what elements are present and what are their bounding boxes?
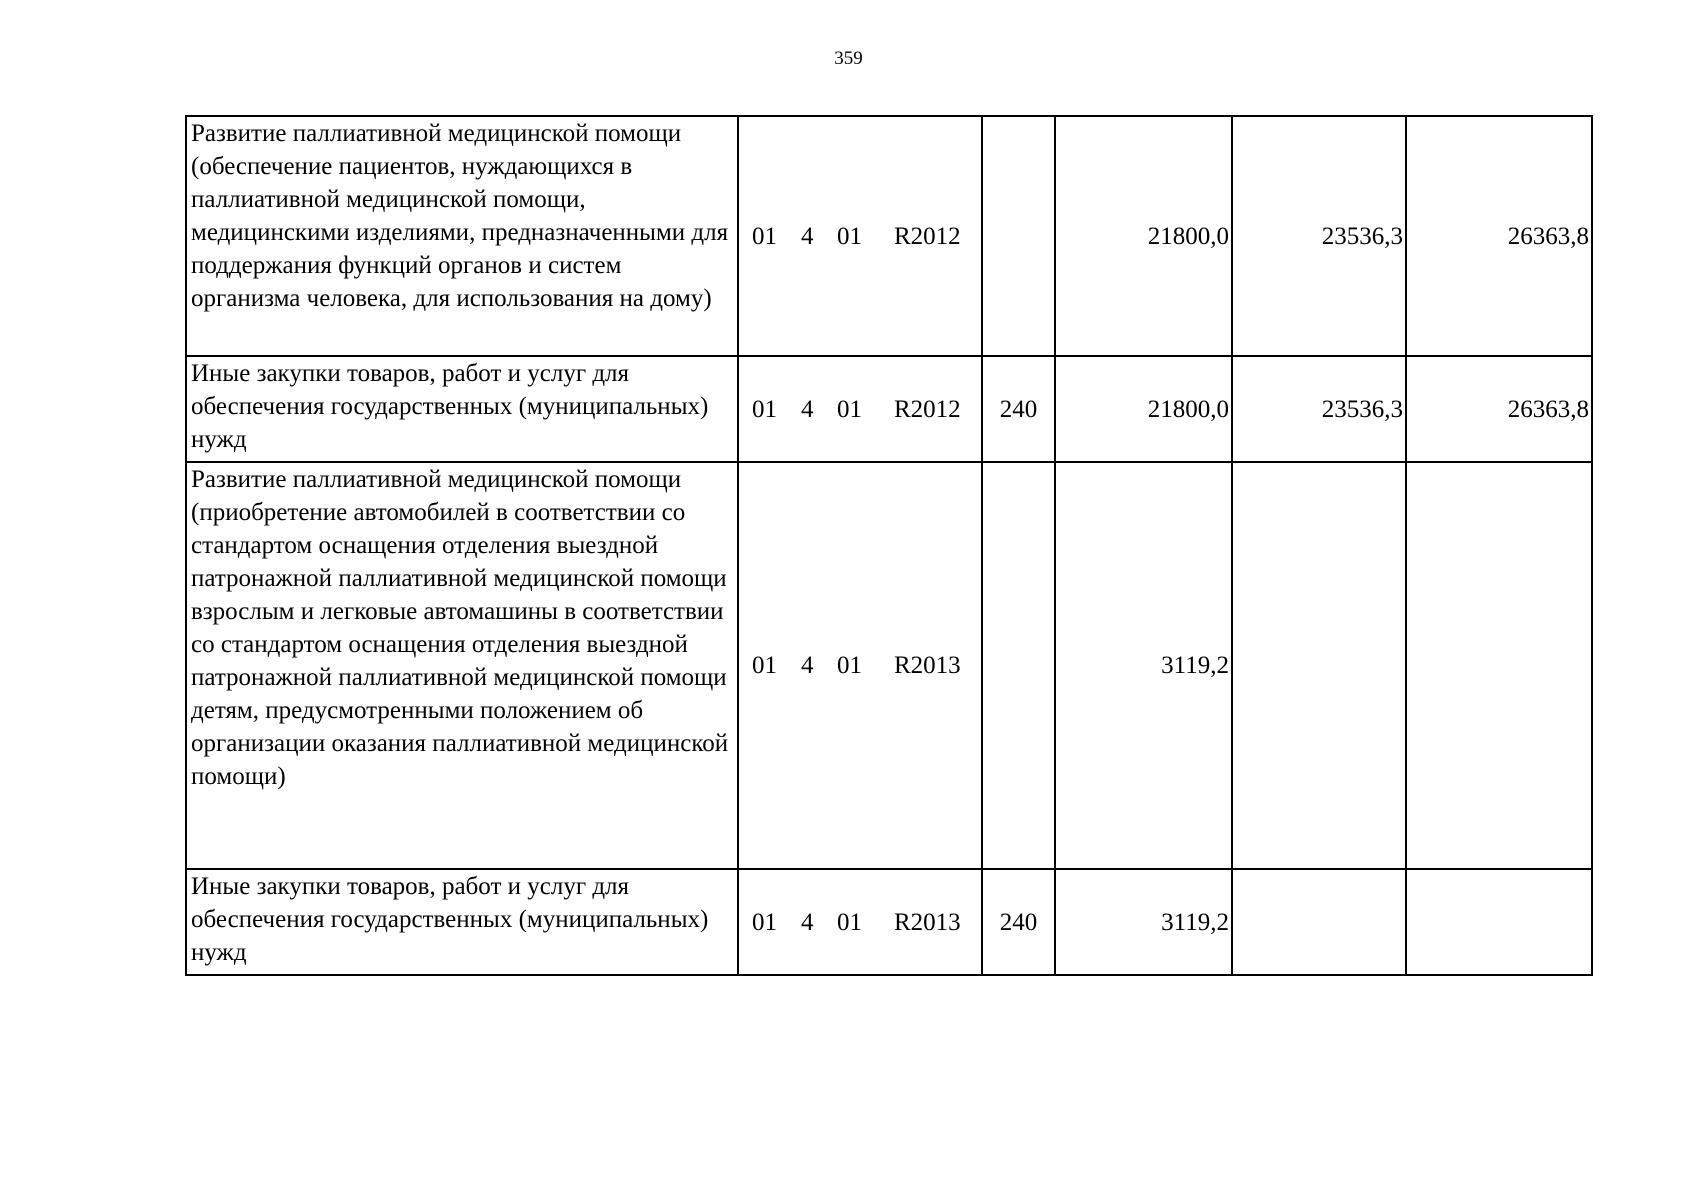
measure-code: 01	[837, 395, 862, 423]
row-name: Иные закупки товаров, работ и услуг для обеспечения государственных (муниципальных) нужд	[186, 356, 738, 462]
amount-year-2	[1232, 869, 1406, 975]
subprogram-code: 4	[801, 908, 814, 936]
expense-type-cell: 240	[982, 356, 1055, 462]
amount-year-2: 23536,3	[1232, 356, 1406, 462]
row-name: Развитие паллиативной медицинской помощи (приобретение автомобилей в соответствии со стандартом оснащения отделения выездной патронажной паллиативной медицинской помощи взрослым и легковые автомашины в соответствии со стандартом оснащения отделения выездной патронажной паллиативной медицинской помощи детям, предусмотренными положением об организации оказания паллиативной медицинской помощи)	[186, 462, 738, 869]
expense-type-cell	[982, 462, 1055, 869]
amount-year-2	[1232, 462, 1406, 869]
amount-year-1: 3119,2	[1055, 869, 1232, 975]
table-row	[186, 869, 1592, 975]
direction-code: R2012	[894, 222, 961, 250]
subprogram-code: 4	[801, 652, 814, 679]
target-code-cell	[738, 356, 982, 462]
measure-code: 01	[837, 222, 862, 250]
program-code: 01	[752, 395, 777, 423]
subprogram-code: 4	[801, 395, 814, 423]
direction-code: R2012	[894, 395, 961, 423]
direction-code: R2013	[894, 652, 961, 679]
table-row	[186, 462, 1592, 869]
amount-year-3: 26363,8	[1406, 356, 1592, 462]
measure-code: 01	[837, 908, 862, 936]
budget-table	[185, 115, 1593, 976]
row-name: Иные закупки товаров, работ и услуг для обеспечения государственных (муниципальных) нужд	[186, 869, 738, 975]
program-code: 01	[752, 908, 777, 936]
subprogram-code: 4	[801, 222, 814, 250]
amount-year-3	[1406, 869, 1592, 975]
program-code: 01	[752, 222, 777, 250]
amount-year-1: 21800,0	[1055, 116, 1232, 356]
amount-year-2: 23536,3	[1232, 116, 1406, 356]
amount-year-1: 3119,2	[1055, 462, 1232, 869]
target-code-cell	[738, 116, 982, 356]
expense-type-cell	[982, 116, 1055, 356]
expense-type-cell: 240	[982, 869, 1055, 975]
row-name: Развитие паллиативной медицинской помощи (обеспечение пациентов, нуждающихся в паллиативной медицинской помощи, медицинскими изделиями, предназначенными для поддержания функций органов и систем организма человека, для использования на дому)	[186, 116, 738, 356]
direction-code: R2013	[894, 908, 961, 936]
measure-code: 01	[837, 652, 862, 679]
target-code-cell	[738, 869, 982, 975]
amount-year-3: 26363,8	[1406, 116, 1592, 356]
table-row	[186, 356, 1592, 462]
program-code: 01	[752, 652, 777, 679]
page-number: 359	[834, 48, 863, 69]
target-code-cell	[738, 462, 982, 869]
amount-year-1: 21800,0	[1055, 356, 1232, 462]
table-row	[186, 116, 1592, 356]
amount-year-3	[1406, 462, 1592, 869]
